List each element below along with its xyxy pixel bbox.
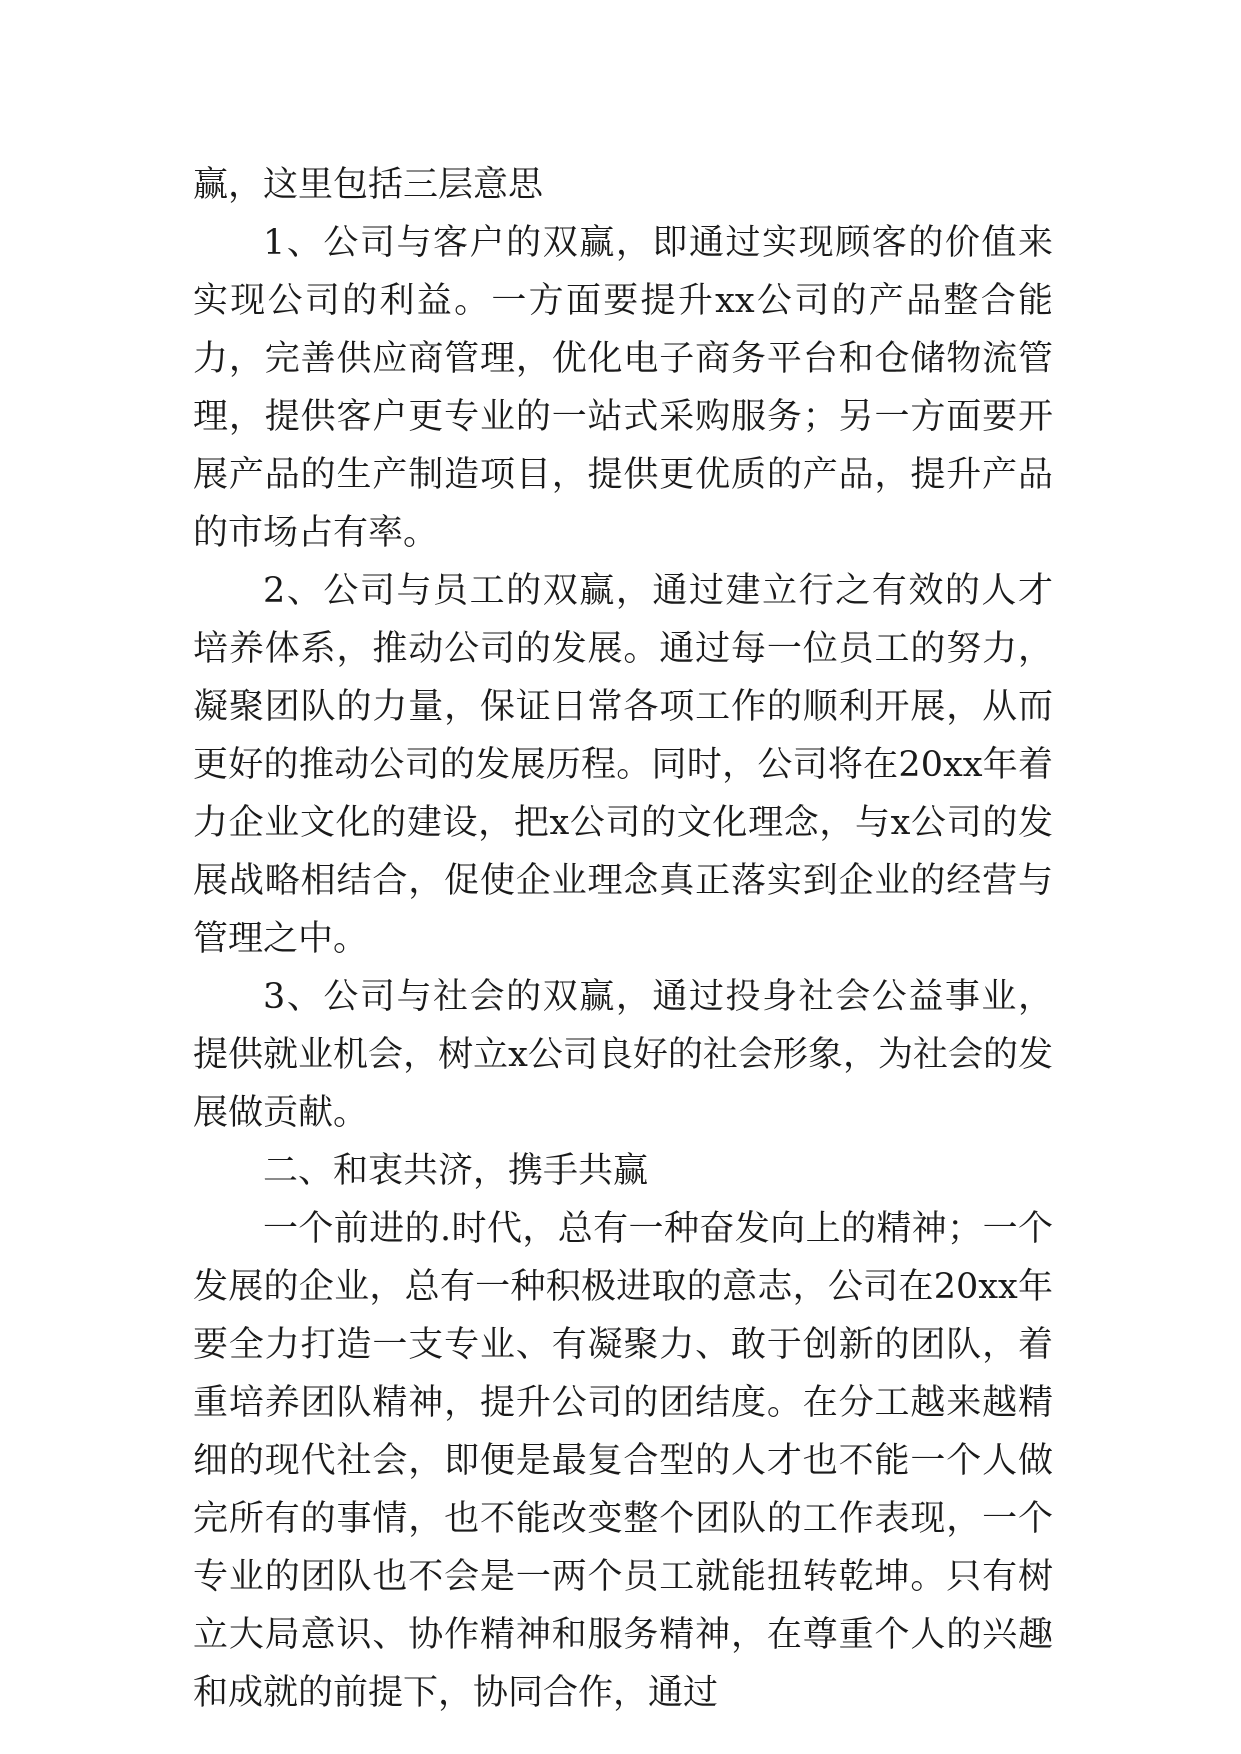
document-body <box>193 156 1053 1722</box>
paragraph-point-3: 3、公司与社会的双赢，通过投身社会公益事业，提供就业机会，树立x公司良好的社会形象，为社会的发展做贡献。 <box>193 977 1053 1133</box>
paragraph-section-body: 一个前进的.时代，总有一种奋发向上的精神；一个发展的企业，总有一种积极进取的意志，公司在20xx年要全力打造一支专业、有凝聚力、敢于创新的团队，着重培养团队精神，提升公司的团结度。在分工越来越精细的现代社会，即便是最复合型的人才也不能一个人做完所有的事情，也不能改变整个团队的工作表现，一个专业的团队也不会是一两个员工就能扭转乾坤。只有树立大局意识、协作精神和服务精神，在尊重个人的兴趣和成就的前提下，协同合作，通过 <box>193 1209 1053 1713</box>
paragraph-point-2: 2、公司与员工的双赢，通过建立行之有效的人才培养体系，推动公司的发展。通过每一位员工的努力，凝聚团队的力量，保证日常各项工作的顺利开展，从而更好的推动公司的发展历程。同时，公司将在20xx年着力企业文化的建设，把x公司的文化理念，与x公司的发展战略相结合，促使企业理念真正落实到企业的经营与管理之中。 <box>193 571 1053 959</box>
section-heading: 二、和衷共济，携手共赢 <box>263 1151 649 1191</box>
paragraph-continuation: 赢，这里包括三层意思 <box>193 165 544 205</box>
paragraph-point-1: 1、公司与客户的双赢，即通过实现顾客的价值来实现公司的利益。一方面要提升xx公司的产品整合能力，完善供应商管理，优化电子商务平台和仓储物流管理，提供客户更专业的一站式采购服务；另一方面要开展产品的生产制造项目，提供更优质的产品，提升产品的市场占有率。 <box>193 223 1053 553</box>
